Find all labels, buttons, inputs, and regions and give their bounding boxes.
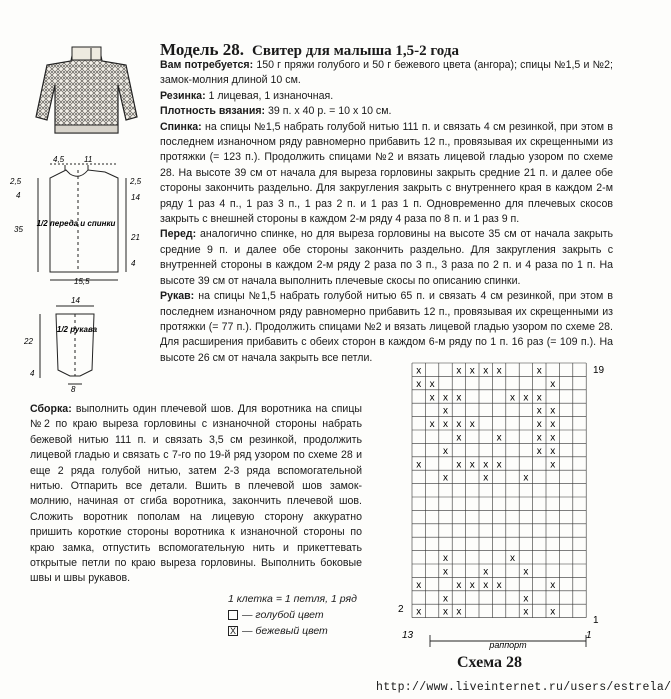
chart-cell-beige: x	[523, 566, 529, 578]
piece-label: 1/2 переда и спинки	[36, 219, 116, 228]
assembly-text: выполнить один плечевой шов. Для воротника на спицы №2 по краю выреза горловины с изнаночной стороны набрать бежевой нитью 111 п. и связать 3,5 см резинкой, продолжить лицевой гладью и связать с 7-го по 19-й ряд узором по схеме 28 и еще 2 ряда голубой нитью, затем 2-3 ряда вспомогательной нитью. Отпарить все детали. Вшить в плечевой шов замок-молнию, начиная от сгиба воротника, закончить плечевой шов. Сложить воротник пополам на лицевую сторону аккуратно пришить короткие стороны воротника к изнаночной стороны по краю замка, отпустить вспомогательную нить и прикеттевать открытые петли по краю выреза горловины. Выполнить боковые швы и швы рукавов.	[30, 403, 362, 585]
sweater-illustration	[25, 45, 148, 137]
pattern-front-back	[10, 150, 150, 285]
materials-label: Вам потребуется:	[160, 59, 254, 71]
sleeve-label-text: Рукав:	[160, 290, 195, 303]
chart-cell-beige: x	[550, 378, 556, 390]
chart-cell-beige: x	[416, 459, 422, 471]
materials-text: 150 г пряжи голубого и 50 г бежевого цвета (ангора); спицы №1,5 и №2; замок-молния длиной 10 см.	[160, 59, 613, 87]
chart-cell-beige: x	[456, 606, 462, 618]
sleeve-text: на спицы №1,5 набрать голубой нитью 65 п. и связать 4 см резинкой, при этом в последнем изнаночном ряду равномерно прибавить 12 п., провязывая их скрещенными из протяжки (= 77 п.). Продолжить спицами №2 и вязать лицевой гладью узором по схеме 28. Для расширения прибавить с обеих сторон в каждом 6-м ряду по 1 п. 16 раз (= 109 п.). На высоте 26 см от начала закрыть все петли.	[160, 290, 613, 364]
chart-cell-beige: x	[416, 378, 422, 390]
back-text: на спицы №1,5 набрать голубой нитью 111 п. и связать 4 см резинкой, при этом в последнем изнаночном ряду равномерно прибавить 12 п., провязывая их скрещенными из протяжки (= 123 п.). Продолжить спицами №2 и вязать лицевой гладью узором по схеме 28. На высоте 39 см от начала для выреза горловины закрыть средние 21 п. и далее обе стороны закончить раздельно. Для закругления закрыть с внутреннего края в каждом 2-м ряду 1 раз 4 п., 1 раз 3 п., 1 раз 2 п. и 1 раз 1 п. Одновременно для плечевых скосов закрыть с внешней стороны в каждом 2-м ряду 4 раза по 8 п. и 1 раз 9 п.	[160, 120, 613, 226]
chart-cell-beige: x	[483, 459, 489, 471]
chart-cell-beige: x	[443, 405, 448, 417]
assembly-label: Сборка:	[30, 403, 72, 415]
scheme-title: Схема 28	[457, 654, 523, 671]
model-title: Свитер для малыша 1,5-2 года	[252, 43, 459, 59]
chart-cell-beige: x	[469, 579, 475, 591]
chart-cell-beige: x	[443, 593, 448, 605]
chart-col-right: 1	[586, 630, 592, 641]
assembly-paragraph	[30, 402, 362, 587]
chart-cell-beige: x	[523, 392, 529, 404]
chart-row-top: 19	[593, 365, 605, 376]
chart-cell-beige: x	[429, 392, 435, 404]
chart-cell-beige: x	[443, 445, 448, 457]
gauge-paragraph	[160, 104, 613, 119]
front-text: аналогично спинке, но для выреза горловины на высоте 35 см от начала закрыть средние 9 п. и далее обе стороны закончить раздельно. Для закругления закрыть с внутренней стороны в каждом 2-м ряду 2 раза по 3 п., 3 раза по 2 п. и 4 раза по 1 п. На высоте 39 см от начала выполнить плечевые скосы по описанию спинки.	[160, 228, 613, 287]
chart-col-left: 13	[402, 630, 414, 641]
chart-cell-beige: x	[536, 365, 542, 377]
chart-cell-beige: x	[550, 606, 556, 618]
chart-cell-beige: x	[443, 472, 448, 484]
knitting-chart	[390, 355, 610, 650]
chart-cell-beige: x	[443, 553, 448, 565]
chart-cell-beige: x	[496, 432, 502, 444]
chart-cell-beige: x	[469, 365, 475, 377]
chart-cell-beige: x	[416, 365, 422, 377]
sleeve-dim-top: 14	[71, 296, 80, 305]
pattern-sleeve	[10, 292, 130, 392]
chart-cell-beige: x	[469, 419, 475, 431]
chart-legend	[228, 591, 357, 639]
chart-cell-beige: x	[416, 606, 422, 618]
sleeve-dim-bottom: 8	[71, 385, 76, 394]
chart-cell-beige: x	[496, 459, 502, 471]
chart-cell-beige: x	[443, 606, 448, 618]
repeat-label: раппорт	[489, 640, 527, 650]
chart-cell-beige: x	[483, 365, 489, 377]
sleeve-label: 1/2 рукава	[56, 325, 98, 334]
legend-cell-scale: 1 клетка = 1 петля, 1 ряд	[228, 593, 357, 605]
dim-right-1: 2,5	[130, 177, 142, 186]
model-number: Модель 28.	[160, 40, 245, 59]
front-paragraph	[160, 227, 613, 289]
chart-cell-beige: x	[536, 419, 542, 431]
dim-bottom: 15,5	[74, 277, 90, 286]
chart-cell-beige: x	[536, 445, 542, 457]
chart-cell-beige: x	[523, 472, 529, 484]
legend-beige	[228, 623, 357, 639]
sleeve-dim-left-1: 22	[24, 337, 33, 346]
chart-cell-beige: x	[456, 459, 462, 471]
legend-beige-label: — бежевый цвет	[242, 625, 328, 637]
legend-blue-label: — голубой цвет	[242, 609, 324, 621]
chart-cell-beige: x	[536, 432, 542, 444]
rib-text: 1 лицевая, 1 изнаночная.	[205, 89, 334, 102]
chart-cell-beige: x	[510, 553, 515, 565]
chart-cell-beige: x	[416, 579, 422, 591]
chart-cell-beige: x	[483, 579, 489, 591]
chart-cell-beige: x	[550, 419, 556, 431]
dim-right-4: 4	[131, 259, 136, 268]
chart-cell-beige: x	[456, 579, 462, 591]
chart-cell-beige: x	[443, 392, 448, 404]
chart-cell-beige: x	[550, 459, 556, 471]
back-paragraph	[160, 120, 613, 228]
chart-cell-beige: x	[536, 405, 542, 417]
chart-cell-beige: x	[523, 606, 529, 618]
chart-cell-beige: x	[550, 432, 556, 444]
chart-cell-beige: x	[429, 378, 435, 390]
chart-row-left: 2	[398, 604, 404, 615]
rib-label: Резинка:	[160, 89, 206, 102]
chart-cell-beige: x	[429, 419, 435, 431]
chart-row-bottom: 1	[593, 615, 599, 626]
back-label: Спинка:	[160, 120, 202, 133]
chart-cell-beige: x	[483, 472, 489, 484]
chart-cell-beige: x	[510, 392, 515, 404]
chart-cell-beige: x	[443, 566, 448, 578]
dim-left-3: 35	[14, 225, 23, 234]
gauge-label: Плотность вязания:	[160, 105, 266, 118]
chart-cell-beige: x	[456, 365, 462, 377]
front-label: Перед:	[160, 228, 197, 241]
chart-cell-beige: x	[550, 405, 556, 417]
chart-cell-beige: x	[496, 365, 502, 377]
legend-beige-swatch: X	[229, 626, 236, 636]
legend-blue-swatch	[228, 610, 238, 620]
materials-paragraph	[160, 58, 613, 89]
chart-cell-beige: x	[496, 579, 502, 591]
chart-cell-beige: x	[469, 459, 475, 471]
dim-top-a: 4,5	[53, 155, 65, 164]
chart-cell-beige: x	[456, 432, 462, 444]
chart-cell-beige: x	[536, 392, 542, 404]
page-title	[160, 40, 459, 60]
dim-left-2: 4	[16, 191, 21, 200]
dim-right-2: 14	[131, 193, 140, 202]
chart-cell-beige: x	[550, 579, 556, 591]
dim-right-3: 21	[131, 233, 140, 242]
dim-left-1: 2,5	[10, 177, 22, 186]
gauge-text: 39 п. х 40 р. = 10 х 10 см.	[265, 105, 392, 118]
chart-cell-beige: x	[483, 566, 489, 578]
chart-cell-beige: x	[523, 593, 529, 605]
legend-blue	[228, 607, 357, 623]
chart-cell-beige: x	[443, 419, 448, 431]
chart-cell-beige: x	[456, 392, 462, 404]
dim-top-b: 11	[84, 155, 93, 164]
chart-cell-beige: x	[456, 419, 462, 431]
chart-cell-beige: x	[550, 445, 556, 457]
instructions-main	[160, 58, 613, 366]
source-url: http://www.liveinternet.ru/users/estrela/	[376, 681, 671, 694]
rib-paragraph	[160, 89, 613, 104]
sleeve-dim-left-2: 4	[30, 369, 35, 378]
